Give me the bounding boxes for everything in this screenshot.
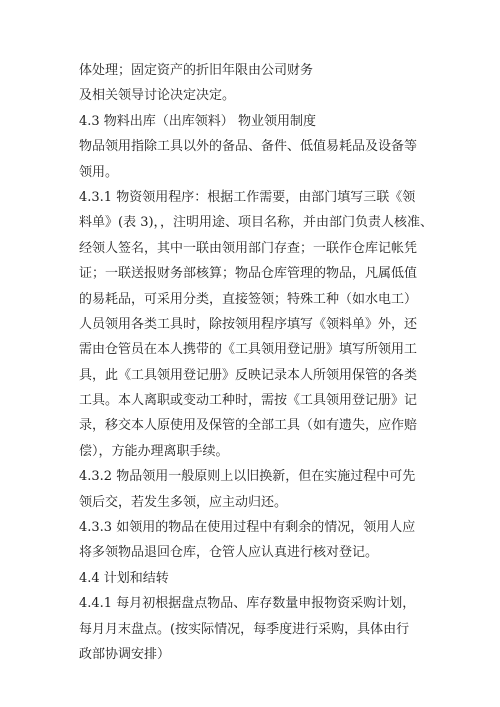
text-line: 将多领物品退回仓库，仓管人应认真进行核对登记。 xyxy=(79,545,379,561)
section-heading: 4.3 物料出库（出库领料） 物业领用制度 xyxy=(79,113,316,129)
text-line: 经领人签名，其中一联由领用部门存查；一联作仓库记帐凭 xyxy=(79,240,418,256)
text-line: 体处理；固定资产的折旧年限由公司财务 xyxy=(79,63,314,78)
text-line: 4.3.2 物品领用一般原则上以旧换新，但在实施过程中可先 xyxy=(79,469,416,485)
text-line: 物品领用指除工具以外的备品、备件、低值易耗品及设备等 xyxy=(79,139,418,155)
text-line: 的易耗品，可采用分类，直接签领；特殊工种（如水电工） xyxy=(79,291,418,307)
section-heading: 4.4 计划和结转 xyxy=(79,570,169,586)
text-line: 需由仓管员在本人携带的《工具领用登记册》填写所领用工 xyxy=(79,342,418,358)
text-line: 录，移交本人原使用及保管的全部工具（如有遗失，应作赔 xyxy=(79,418,418,434)
text-line: 证；一联送报财务部核算；物品仓库管理的物品，凡属低值 xyxy=(79,266,418,282)
text-line: 4.3.3 如领用的物品在使用过程中有剩余的情况，领用人应 xyxy=(79,520,416,536)
text-line: 具，此《工具领用登记册》反映记录本人所领用保管的各类 xyxy=(79,367,418,383)
text-line: 工具。本人离职或变动工种时，需按《工具领用登记册》记 xyxy=(79,393,418,409)
text-line: 偿），方能办理离职手续。 xyxy=(79,443,229,459)
text-line: 人员领用各类工具时，除按领用程序填写《领料单》外，还 xyxy=(79,316,418,332)
document-body xyxy=(79,58,434,667)
text-line: 领用。 xyxy=(79,164,119,180)
text-line: 每月月末盘点。(按实际情况，每季度进行采购，具体由行 xyxy=(79,621,410,637)
text-line: 4.3.1 物资领用程序：根据工作需要，由部门填写三联《领 xyxy=(79,189,416,205)
text-line: 料单》(表 3)，，注明用途、项目名称，并由部门负责人核准、 xyxy=(79,215,434,231)
text-line: 4.4.1 每月初根据盘点物品、库存数量申报物资采购计划， xyxy=(79,596,416,612)
text-line: 政部协调安排） xyxy=(79,646,171,662)
text-line: 领后交，若发生多领，应主动归还。 xyxy=(79,494,288,510)
text-line: 及相关领导讨论决定决定。 xyxy=(79,88,236,104)
